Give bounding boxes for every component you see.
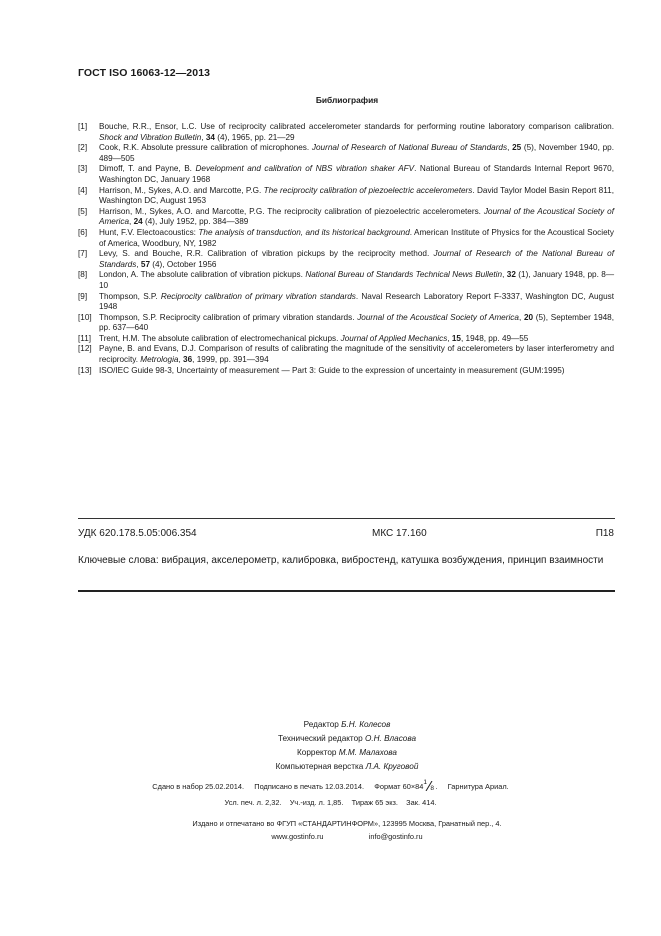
entry-text xyxy=(99,249,614,270)
bibliography-entry xyxy=(78,292,614,313)
divider-top xyxy=(78,518,615,519)
entry-details: (4), July 1952, pp. 384—389 xyxy=(142,217,249,227)
entry-authors: Harrison, M., Sykes, A.O. and Marcotte, P.G. The reciprocity calibration of piezoelectric accelerometers. xyxy=(99,206,484,216)
bibliography-entry xyxy=(78,143,614,164)
entry-authors: Thompson, S.P. Reciprocity calibration of primary vibration standards. xyxy=(99,312,358,322)
imprint-line-1b: . Гарнитура Ариал. xyxy=(435,782,509,791)
entry-sep: . National Bureau of Standards Internal Report 9670, Washington DC, January 1968 xyxy=(99,164,615,184)
entry-source: The reciprocity calibration of piezoelectric accelerometers xyxy=(263,185,473,195)
entry-number: [6] xyxy=(78,227,88,237)
credit-line xyxy=(0,718,661,732)
imprint-line-3: Издано и отпечатано во ФГУП «СТАНДАРТИНФОРМ», 123995 Москва, Гранатный пер., 4. xyxy=(192,819,502,828)
credit-name: М.М. Малахова xyxy=(338,748,397,757)
bibliography-entry xyxy=(78,334,614,345)
entry-source: Journal of the Acoustical Society of America xyxy=(99,206,614,227)
entry-number: [4] xyxy=(78,185,88,195)
standard-header: ГОСТ ISO 16063-12—2013 xyxy=(78,67,211,79)
entry-authors: Levy, S. and Bouche, R.R. Calibration of vibration pickups by the reciprocity method. xyxy=(99,249,434,259)
entry-volume: 24 xyxy=(133,217,143,227)
entry-sep: . Naval Research Laboratory Report F-3337, Washington DC, August 1948 xyxy=(99,291,614,312)
mks-code: МКС 17.160 xyxy=(372,528,427,539)
entry-authors: Bouche, R.R., Ensor, L.C. Use of reciprocity calibrated accelerometer standards for performing routine laboratory comparison calibration. xyxy=(99,122,614,131)
divider-bottom xyxy=(78,590,615,592)
credit-role: Технический редактор xyxy=(277,734,365,743)
bibliography-entry xyxy=(78,186,614,207)
entry-authors: ISO/IEC Guide 98-3, Uncertainty of measurement — Part 3: Guide to the expression of uncertainty in measurement (GUM:1995) xyxy=(99,365,565,375)
entry-number: [2] xyxy=(78,143,88,153)
entry-number: [8] xyxy=(78,270,88,280)
bibliography-entry xyxy=(78,270,614,291)
entry-number: [9] xyxy=(78,291,88,301)
entry-details: (4), 1965, pp. 21—29 xyxy=(214,132,295,142)
bibliography-entry xyxy=(78,122,614,143)
fraction-denominator: 8 xyxy=(430,785,434,792)
imprint-line-1 xyxy=(0,781,661,791)
credit-name: Б.Н. Колесов xyxy=(341,720,391,729)
entry-text xyxy=(99,334,614,345)
entry-source: Shock and Vibration Bulletin xyxy=(99,132,202,142)
entry-volume: 32 xyxy=(506,270,516,280)
entry-text xyxy=(99,143,614,164)
entry-sep: , xyxy=(136,259,141,269)
entry-sep: . David Taylor Model Basin Report 811, Washington DC, August 1953 xyxy=(99,185,614,206)
entry-sep: , xyxy=(178,355,184,365)
entry-details: (4), October 1956 xyxy=(150,259,217,269)
entry-details: , 1999, pp. 391—394 xyxy=(192,355,269,365)
bibliography-entry xyxy=(78,249,614,270)
credit-name: О.Н. Власова xyxy=(364,734,417,743)
entry-volume: 25 xyxy=(512,143,522,153)
bibliography-entry xyxy=(78,313,614,334)
entry-authors: Trent, H.M. The absolute calibration of electromechanical pickups. xyxy=(99,333,341,343)
entry-details: , 1948, pp. 49—55 xyxy=(460,333,529,343)
entry-source: Development and calibration of NBS vibration shaker AFV xyxy=(195,164,415,174)
entry-sep: , xyxy=(447,333,452,343)
entry-authors: Harrison, M., Sykes, A.O. and Marcotte, P.G. xyxy=(99,185,264,195)
entry-volume: 15 xyxy=(451,333,461,343)
credit-role: Компьютерная верстка xyxy=(275,762,366,771)
entry-text xyxy=(99,313,614,334)
entry-source: Journal of Applied Mechanics xyxy=(340,333,448,343)
entry-number: [1] xyxy=(78,122,88,131)
credit-line xyxy=(0,732,661,746)
entry-text xyxy=(99,164,614,185)
udk-code: УДК 620.178.5.05:006.354 xyxy=(78,528,197,539)
entry-sep: , xyxy=(518,312,524,322)
entry-text xyxy=(99,207,614,228)
entry-authors: London, A. The absolute calibration of vibration pickups. xyxy=(99,270,306,280)
entry-details: (5), November 1940, pp. 489—505 xyxy=(99,143,614,163)
entry-volume: 36 xyxy=(183,355,193,365)
entry-authors: Thompson, S.P. xyxy=(99,291,161,301)
entry-sep: , xyxy=(201,132,206,142)
entry-number: [13] xyxy=(78,365,92,375)
entry-authors: Dimoff, T. and Payne, B. xyxy=(99,164,196,174)
entry-volume: 34 xyxy=(205,132,215,142)
entry-source: National Bureau of Standards Technical News Bulletin xyxy=(305,270,503,280)
format-fraction xyxy=(423,781,435,791)
entry-number: [10] xyxy=(78,312,92,322)
entry-details: (5), September 1948, pp. 637—640 xyxy=(99,312,615,333)
bibliography-title: Библиография xyxy=(315,95,379,105)
entry-text xyxy=(99,186,614,207)
credit-line xyxy=(0,746,661,760)
entry-authors: Cook, R.K. Absolute pressure calibration of microphones. xyxy=(99,143,312,153)
entry-source: Metrologia xyxy=(140,355,179,365)
credits xyxy=(0,718,661,774)
bibliography-entry xyxy=(78,344,614,365)
credit-line xyxy=(0,760,661,774)
entry-text xyxy=(99,344,614,365)
entry-source: The analysis of transduction, and its historical background xyxy=(198,227,410,237)
keywords: Ключевые слова: вибрация, акселерометр, калибровка, вибростенд, катушка возбуждения, принцип взаимности xyxy=(78,555,604,566)
entry-authors: Hunt, F.V. Electoacoustics: xyxy=(99,227,199,237)
entry-text xyxy=(99,292,614,313)
website-link[interactable]: www.gostinfo.ru xyxy=(271,832,324,841)
entry-sep: , xyxy=(502,270,507,280)
entry-source: Reciprocity calibration of primary vibration standards xyxy=(160,291,356,301)
entry-text xyxy=(99,366,614,377)
entry-sep: , xyxy=(507,143,513,153)
entry-sep: , xyxy=(129,217,134,227)
bibliography-entry xyxy=(78,207,614,228)
entry-source: Journal of Research of National Bureau of Standards xyxy=(311,143,508,153)
entry-volume: 57 xyxy=(140,259,150,269)
entry-number: [5] xyxy=(78,206,88,216)
entry-number: [11] xyxy=(78,333,92,343)
email-link[interactable]: info@gostinfo.ru xyxy=(368,832,423,841)
fraction-numerator: 1 xyxy=(423,779,427,786)
bibliography-list xyxy=(78,122,614,376)
entry-volume: 20 xyxy=(523,312,534,322)
entry-details: (1), January 1948, pp. 8—10 xyxy=(99,270,615,290)
entry-authors: Payne, B. and Evans, D.J. Comparison of results of calibrating the magnitude of the sensitivity of accelerometers by laser interferometry and reciprocity. xyxy=(99,344,614,365)
imprint-line-2: Усл. печ. л. 2,32. Уч.-изд. л. 1,85. Тираж 65 экз. Зак. 414. xyxy=(224,798,437,807)
bibliography-entry xyxy=(78,366,614,377)
entry-text xyxy=(99,228,614,249)
imprint-contacts xyxy=(0,832,661,841)
credit-role: Корректор xyxy=(297,748,339,757)
bibliography-entry xyxy=(78,228,614,249)
entry-number: [3] xyxy=(78,164,88,174)
group-code: П18 xyxy=(595,528,614,539)
entry-source: Journal of the Acoustical Society of America xyxy=(357,312,519,322)
credit-name: Л.А. Круговой xyxy=(365,762,419,771)
entry-source: Journal of Research of the National Bureau of Standards xyxy=(99,249,614,269)
entry-number: [12] xyxy=(78,344,92,354)
credit-role: Редактор xyxy=(303,720,342,729)
entry-text xyxy=(99,122,614,143)
entry-text xyxy=(99,270,614,291)
bibliography-entry xyxy=(78,164,614,185)
entry-sep: . American Institute of Physics for the Acoustical Society of America, Woodbury, NY, 1982 xyxy=(99,227,614,248)
entry-number: [7] xyxy=(78,249,88,259)
imprint-line-1a: Сдано в набор 25.02.2014. Подписано в печать 12.03.2014. Формат 60×84 xyxy=(152,782,424,791)
